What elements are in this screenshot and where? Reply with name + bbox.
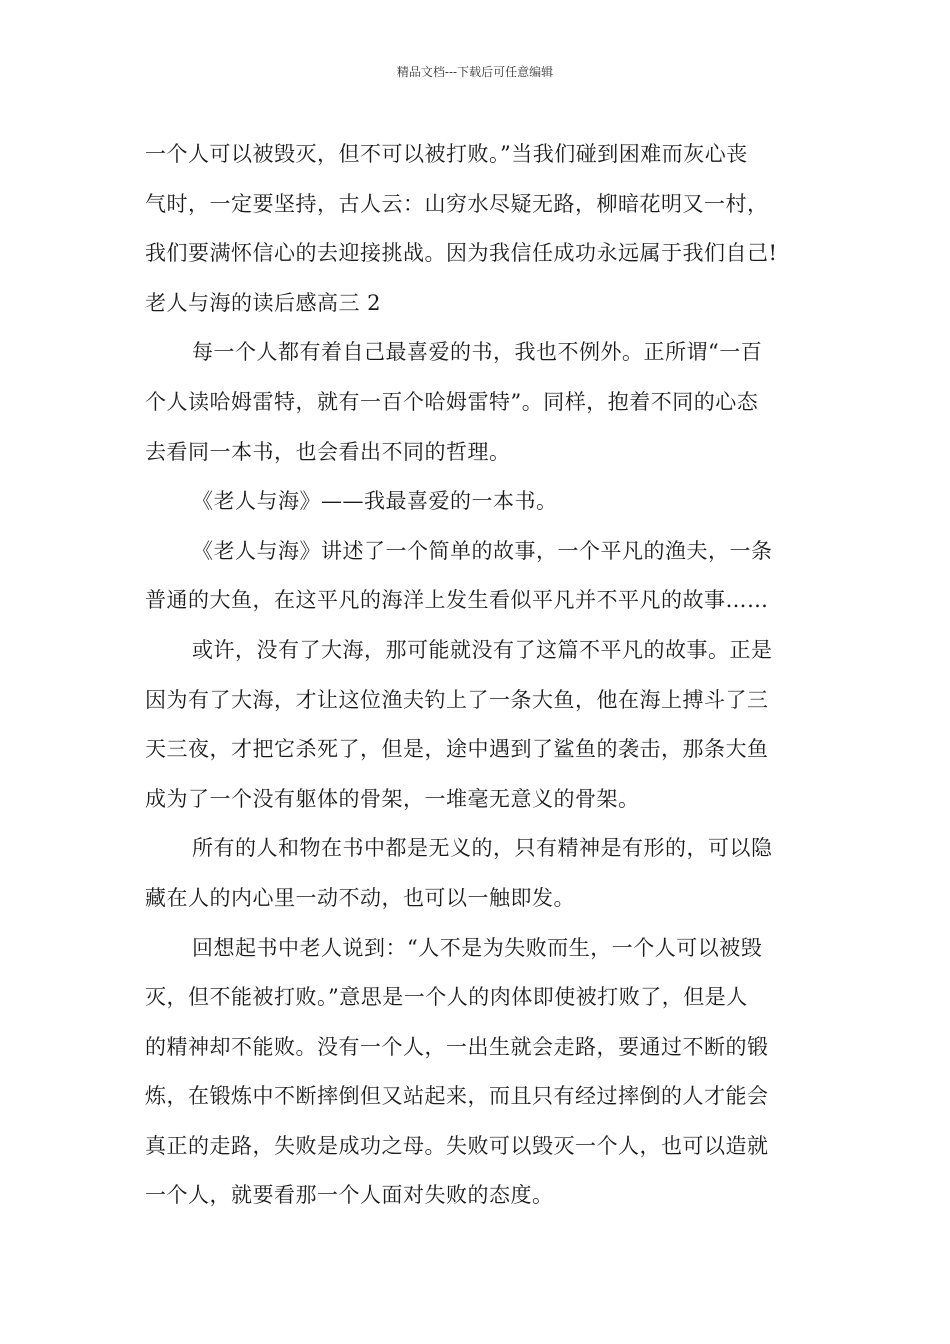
text-line: 真正的走路，失败是成功之母。失败可以毁灭一个人，也可以造就 xyxy=(145,1133,769,1158)
text-line: 一个人可以被毁灭，但不可以被打败。”当我们碰到困难而灰心丧 xyxy=(145,142,748,166)
paragraph-start: 《老人与海》讲述了一个简单的故事，一个平凡的渔夫，一条 xyxy=(192,538,773,563)
document-body xyxy=(145,130,807,1221)
paragraph-start: 《老人与海》——我最喜爱的一本书。 xyxy=(192,489,558,514)
text-line: 炼，在锻炼中不断摔倒但又站起来，而且只有经过摔倒的人才能会 xyxy=(145,1084,769,1109)
text-line: 因为有了大海，才让这位渔夫钓上了一条大鱼，他在海上搏斗了三 xyxy=(145,687,769,712)
text-line: 我们要满怀信心的去迎接挑战。因为我信任成功永远属于我们自己! xyxy=(145,241,778,266)
text-line: 一个人，就要看那一个人面对失败的态度。 xyxy=(145,1183,554,1208)
text-line: 个人读哈姆雷特，就有一百个哈姆雷特”。同样，抱着不同的心态 xyxy=(145,389,759,414)
paragraph-start: 或许，没有了大海，那可能就没有了这篇不平凡的故事。正是 xyxy=(192,637,773,662)
text-line: 灭，但不能被打败。”意思是一个人的肉体即使被打败了，但是人 xyxy=(145,985,748,1010)
section-title: 老人与海的读后感高三 2 xyxy=(145,290,382,315)
paragraph-start: 所有的人和物在书中都是无义的，只有精神是有形的，可以隐 xyxy=(192,836,773,861)
page-header: 精品文档---下载后可任意编辑 xyxy=(396,65,554,79)
paragraph-start: 每一个人都有着自己最喜爱的书，我也不例外。正所谓“一百 xyxy=(192,340,763,365)
text-line: 去看同一本书，也会看出不同的哲理。 xyxy=(145,439,511,464)
text-line: 气时，一定要坚持，古人云：山穷水尽疑无路，柳暗花明又一村， xyxy=(145,191,769,216)
text-line: 成为了一个没有躯体的骨架，一堆毫无意义的骨架。 xyxy=(145,786,640,811)
text-line: 的精神却不能败。没有一个人，一出生就会走路，要通过不断的锻 xyxy=(145,1034,769,1059)
paragraph-start: 回想起书中老人说到：“人不是为失败而生，一个人可以被毁 xyxy=(192,935,763,960)
text-line: 藏在人的内心里一动不动，也可以一触即发。 xyxy=(145,885,575,910)
text-line: 普通的大鱼，在这平凡的海洋上发生看似平凡并不平凡的故事…… xyxy=(145,588,769,613)
text-line: 天三夜，才把它杀死了，但是，途中遇到了鲨鱼的袭击，那条大鱼 xyxy=(145,737,769,762)
